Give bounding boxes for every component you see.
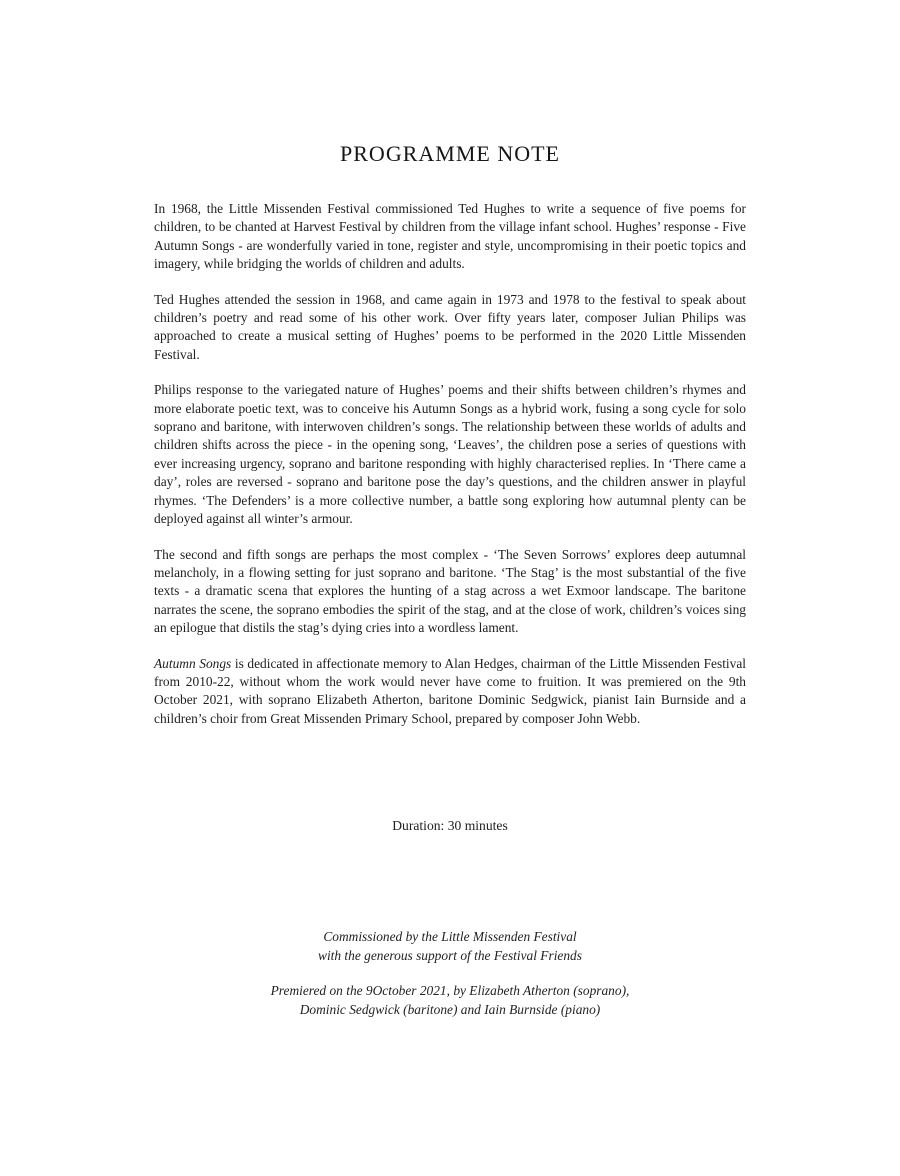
paragraph-1: In 1968, the Little Missenden Festival commissioned Ted Hughes to write a sequence of five poems for children, to be chanted at Harvest Festival by children from the village infant school. Hughes’ response - Five Autumn Songs - are wonderfully varied in tone, register and style, uncompromising in their poetic topics and imagery, while bridging the worlds of children and adults. [154, 201, 746, 272]
paragraph-5-text: is dedicated in affectionate memory to Alan Hedges, chairman of the Little Missenden Festival from 2010-22, without whom the work would never have come to fruition. It was premiered on the 9th October 2021, with soprano Elizabeth Atherton, baritone Dominic Sedgwick, pianist Iain Burnside and a children’s choir from Great Missenden Primary School, prepared by composer John Webb. [154, 655, 746, 726]
paragraph-5 [154, 655, 746, 729]
premiere-line-2: Dominic Sedgwick (baritone) and Iain Burnside (piano) [299, 1001, 601, 1017]
paragraph-4: The second and fifth songs are perhaps the most complex - ‘The Seven Sorrows’ explores deep autumnal melancholy, in a flowing setting for just soprano and baritone. ‘The Stag’ is the most substantial of the five texts - a dramatic scena that explores the hunting of a stag across a wet Exmoor landscape. The baritone narrates the scene, the soprano embodies the spirit of the stag, and at the close of work, children’s voices sing an epilogue that distils the stag’s dying cries into a wordless lament. [154, 546, 746, 636]
commission-line-1: Commissioned by the Little Missenden Festival [323, 929, 577, 944]
paragraph-3: Philips response to the variegated nature of Hughes’ poems and their shifts between children’s rhymes and more elaborate poetic text, was to conceive his Autumn Songs as a hybrid work, fusing a song cycle for solo soprano and baritone, with interwoven children’s songs. The relationship between these worlds of adults and children shifts across the piece - in the opening song, ‘Leaves’, the children pose a series of questions with ever increasing urgency, soprano and baritone responding with highly characterised replies. In ‘There came a day’, roles are reversed - soprano and baritone pose the day’s questions, and the children answer in playful rhymes. ‘The Defenders’ is a more collective number, a battle song exploring how autumnal plenty can be deployed against all winter’s armour. [154, 382, 746, 527]
premiere-line-1: Premiered on the 9October 2021, by Elizabeth Atherton (soprano), [270, 983, 630, 998]
premiere-credit [0, 982, 900, 1019]
duration-line: Duration: 30 minutes [392, 818, 508, 833]
work-title-italic: Autumn Songs [154, 655, 232, 671]
programme-note-body [154, 200, 746, 745]
commission-credit [0, 928, 900, 965]
page-title: PROGRAMME NOTE [340, 141, 560, 166]
commission-line-2: with the generous support of the Festival Friends [318, 947, 582, 963]
paragraph-2: Ted Hughes attended the session in 1968, and came again in 1973 and 1978 to the festival to speak about children’s poetry and read some of his other work. Over fifty years later, composer Julian Philips was approached to create a musical setting of Hughes’ poems to be performed in the 2020 Little Missenden Festival. [154, 291, 746, 362]
